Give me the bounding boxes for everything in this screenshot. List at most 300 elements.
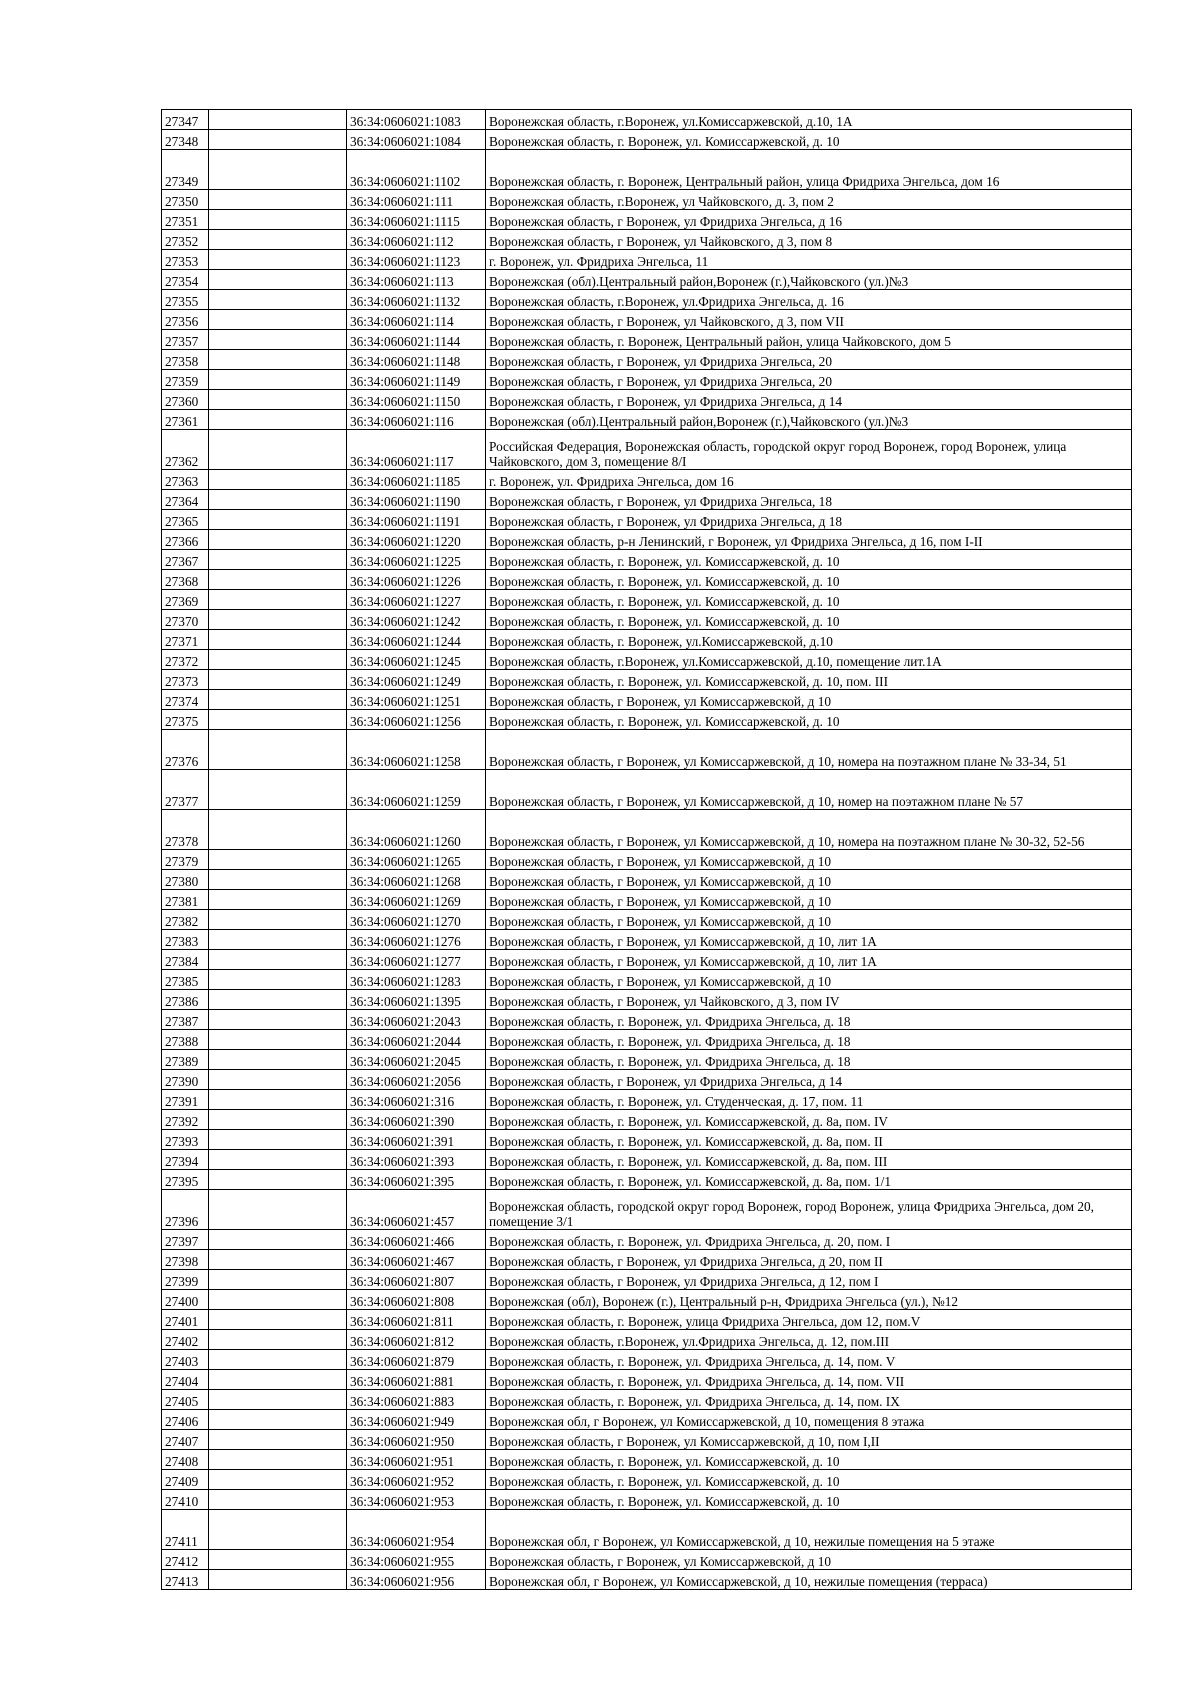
row-number-cell: 27347: [162, 110, 209, 130]
row-number-cell: 27397: [162, 1230, 209, 1250]
address-cell: Воронежская область, г. Воронеж, ул. Фридриха Энгельса, д. 20, пом. I: [486, 1230, 1132, 1250]
table-row: [162, 550, 1132, 570]
table-row: [162, 1410, 1132, 1430]
address-cell: Воронежская область, г Воронеж, ул Комиссаржевской, д 10, номера на поэтажном плане № 30-32, 52-56: [486, 810, 1132, 850]
address-cell: Воронежская область, г Воронеж, ул Комиссаржевской, д 10, лит 1А: [486, 950, 1132, 970]
table-row: [162, 190, 1132, 210]
cadastral-number-cell: 36:34:0606021:951: [347, 1450, 486, 1470]
empty-cell: [209, 430, 347, 470]
row-number-cell: 27402: [162, 1330, 209, 1350]
address-cell: Воронежская область, г Воронеж, ул Комиссаржевской, д 10, лит 1А: [486, 930, 1132, 950]
address-cell: Воронежская область, г. Воронеж, ул. Комиссаржевской, д. 10: [486, 1490, 1132, 1510]
empty-cell: [209, 890, 347, 910]
table-row: [162, 1370, 1132, 1390]
row-number-cell: 27367: [162, 550, 209, 570]
empty-cell: [209, 1250, 347, 1270]
row-number-cell: 27388: [162, 1030, 209, 1050]
address-cell: Воронежская область, г. Воронеж, ул. Фридриха Энгельса, д. 18: [486, 1030, 1132, 1050]
empty-cell: [209, 850, 347, 870]
address-cell: Воронежская область, г Воронеж, ул Комиссаржевской, д 10: [486, 910, 1132, 930]
address-cell: Воронежская область, г.Воронеж, ул.Комиссаржевской, д.10, 1А: [486, 110, 1132, 130]
table-row: [162, 1190, 1132, 1230]
row-number-cell: 27394: [162, 1150, 209, 1170]
table-row: [162, 1170, 1132, 1190]
address-cell: Воронежская область, г Воронеж, ул Комиссаржевской, д 10, пом I,II: [486, 1430, 1132, 1450]
row-number-cell: 27370: [162, 610, 209, 630]
empty-cell: [209, 530, 347, 550]
table-row: [162, 130, 1132, 150]
empty-cell: [209, 1370, 347, 1390]
address-cell: Воронежская область, г. Воронеж, ул. Комиссаржевской, д. 10: [486, 1450, 1132, 1470]
row-number-cell: 27375: [162, 710, 209, 730]
empty-cell: [209, 390, 347, 410]
row-number-cell: 27358: [162, 350, 209, 370]
table-row: [162, 150, 1132, 190]
empty-cell: [209, 1570, 347, 1590]
table-row: [162, 610, 1132, 630]
table-row: [162, 1570, 1132, 1590]
empty-cell: [209, 590, 347, 610]
table-row: [162, 990, 1132, 1010]
cadastral-number-cell: 36:34:0606021:2045: [347, 1050, 486, 1070]
table-row: [162, 1070, 1132, 1090]
cadastral-number-cell: 36:34:0606021:954: [347, 1510, 486, 1550]
empty-cell: [209, 130, 347, 150]
cadastral-number-cell: 36:34:0606021:811: [347, 1310, 486, 1330]
cadastral-number-cell: 36:34:0606021:1220: [347, 530, 486, 550]
address-cell: Воронежская область, г Воронеж, ул Фридриха Энгельса, 20: [486, 350, 1132, 370]
empty-cell: [209, 230, 347, 250]
table-row: [162, 1550, 1132, 1570]
empty-cell: [209, 1010, 347, 1030]
address-cell: Воронежская (обл).Центральный район,Воронеж (г.),Чайковского (ул.)№3: [486, 270, 1132, 290]
row-number-cell: 27386: [162, 990, 209, 1010]
row-number-cell: 27384: [162, 950, 209, 970]
cadastral-number-cell: 36:34:0606021:1251: [347, 690, 486, 710]
empty-cell: [209, 1070, 347, 1090]
address-cell: Воронежская область, г Воронеж, ул Чайковского, д 3, пом VII: [486, 310, 1132, 330]
row-number-cell: 27364: [162, 490, 209, 510]
row-number-cell: 27350: [162, 190, 209, 210]
table-row: [162, 730, 1132, 770]
cadastral-number-cell: 36:34:0606021:1083: [347, 110, 486, 130]
registry-table: [161, 109, 1132, 1590]
cadastral-number-cell: 36:34:0606021:466: [347, 1230, 486, 1250]
row-number-cell: 27401: [162, 1310, 209, 1330]
address-cell: Воронежская область, г. Воронеж, ул. Комиссаржевской, д. 10: [486, 550, 1132, 570]
table-row: [162, 1110, 1132, 1130]
row-number-cell: 27399: [162, 1270, 209, 1290]
cadastral-number-cell: 36:34:0606021:881: [347, 1370, 486, 1390]
address-cell: Воронежская область, г.Воронеж, ул.Комиссаржевской, д.10, помещение лит.1А: [486, 650, 1132, 670]
table-row: [162, 1050, 1132, 1070]
address-cell: Воронежская область, г Воронеж, ул Фридриха Энгельса, д 16: [486, 210, 1132, 230]
row-number-cell: 27404: [162, 1370, 209, 1390]
cadastral-number-cell: 36:34:0606021:1242: [347, 610, 486, 630]
row-number-cell: 27377: [162, 770, 209, 810]
row-number-cell: 27403: [162, 1350, 209, 1370]
cadastral-number-cell: 36:34:0606021:1132: [347, 290, 486, 310]
empty-cell: [209, 1390, 347, 1410]
address-cell: Воронежская область, г Воронеж, ул Фридриха Энгельса, 20: [486, 370, 1132, 390]
cadastral-number-cell: 36:34:0606021:883: [347, 1390, 486, 1410]
address-cell: Воронежская область, г.Воронеж, ул.Фридриха Энгельса, д. 12, пом.III: [486, 1330, 1132, 1350]
cadastral-number-cell: 36:34:0606021:1190: [347, 490, 486, 510]
cadastral-number-cell: 36:34:0606021:1277: [347, 950, 486, 970]
row-number-cell: 27368: [162, 570, 209, 590]
table-row: [162, 1010, 1132, 1030]
cadastral-number-cell: 36:34:0606021:393: [347, 1150, 486, 1170]
address-cell: Воронежская область, г. Воронеж, ул. Комиссаржевской, д. 10, пом. III: [486, 670, 1132, 690]
address-cell: Воронежская область, г. Воронеж, ул. Комиссаржевской, д. 8а, пом. III: [486, 1150, 1132, 1170]
row-number-cell: 27374: [162, 690, 209, 710]
row-number-cell: 27400: [162, 1290, 209, 1310]
table-row: [162, 1230, 1132, 1250]
address-cell: г. Воронеж, ул. Фридриха Энгельса, 11: [486, 250, 1132, 270]
table-row: [162, 1510, 1132, 1550]
cadastral-number-cell: 36:34:0606021:1149: [347, 370, 486, 390]
table-row: [162, 1130, 1132, 1150]
cadastral-number-cell: 36:34:0606021:111: [347, 190, 486, 210]
address-cell: Воронежская область, г. Воронеж, ул. Комиссаржевской, д. 10: [486, 130, 1132, 150]
address-cell: Воронежская обл, г Воронеж, ул Комиссаржевской, д 10, помещения 8 этажа: [486, 1410, 1132, 1430]
address-cell: Воронежская область, г Воронеж, ул Фридриха Энгельса, 18: [486, 490, 1132, 510]
address-cell: Воронежская область, г. Воронеж, ул. Комиссаржевской, д. 10: [486, 710, 1132, 730]
row-number-cell: 27413: [162, 1570, 209, 1590]
cadastral-number-cell: 36:34:0606021:1256: [347, 710, 486, 730]
empty-cell: [209, 950, 347, 970]
address-cell: Воронежская область, р-н Ленинский, г Воронеж, ул Фридриха Энгельса, д 16, пом I-II: [486, 530, 1132, 550]
cadastral-number-cell: 36:34:0606021:949: [347, 1410, 486, 1430]
address-cell: Воронежская область, г. Воронеж, ул.Комиссаржевской, д.10: [486, 630, 1132, 650]
row-number-cell: 27372: [162, 650, 209, 670]
table-row: [162, 310, 1132, 330]
cadastral-number-cell: 36:34:0606021:1283: [347, 970, 486, 990]
address-cell: Российская Федерация, Воронежская область, городской округ город Воронеж, город Воронеж, улица Чайковского, дом 3, помещение 8/I: [486, 430, 1132, 470]
cadastral-number-cell: 36:34:0606021:1269: [347, 890, 486, 910]
empty-cell: [209, 250, 347, 270]
row-number-cell: 27376: [162, 730, 209, 770]
table-row: [162, 510, 1132, 530]
empty-cell: [209, 1310, 347, 1330]
table-row: [162, 330, 1132, 350]
empty-cell: [209, 1170, 347, 1190]
cadastral-number-cell: 36:34:0606021:316: [347, 1090, 486, 1110]
row-number-cell: 27381: [162, 890, 209, 910]
row-number-cell: 27407: [162, 1430, 209, 1450]
cadastral-number-cell: 36:34:0606021:950: [347, 1430, 486, 1450]
table-row: [162, 1450, 1132, 1470]
table-row: [162, 710, 1132, 730]
address-cell: Воронежская область, г Воронеж, ул Фридриха Энгельса, д 14: [486, 390, 1132, 410]
table-row: [162, 430, 1132, 470]
address-cell: Воронежская область, г Воронеж, ул Фридриха Энгельса, д 18: [486, 510, 1132, 530]
empty-cell: [209, 1550, 347, 1570]
empty-cell: [209, 610, 347, 630]
address-cell: Воронежская область, г Воронеж, ул Комиссаржевской, д 10: [486, 690, 1132, 710]
row-number-cell: 27378: [162, 810, 209, 850]
row-number-cell: 27380: [162, 870, 209, 890]
table-row: [162, 910, 1132, 930]
address-cell: Воронежская область, г Воронеж, ул Комиссаржевской, д 10: [486, 890, 1132, 910]
empty-cell: [209, 1510, 347, 1550]
table-row: [162, 530, 1132, 550]
row-number-cell: 27369: [162, 590, 209, 610]
row-number-cell: 27412: [162, 1550, 209, 1570]
empty-cell: [209, 670, 347, 690]
address-cell: Воронежская область, г. Воронеж, ул. Фридриха Энгельса, д. 14, пом. V: [486, 1350, 1132, 1370]
empty-cell: [209, 650, 347, 670]
address-cell: Воронежская обл, г Воронеж, ул Комиссаржевской, д 10, нежилые помещения на 5 этаже: [486, 1510, 1132, 1550]
empty-cell: [209, 1470, 347, 1490]
table-row: [162, 850, 1132, 870]
address-cell: Воронежская область, г. Воронеж, ул. Комиссаржевской, д. 8а, пом. 1/1: [486, 1170, 1132, 1190]
table-row: [162, 210, 1132, 230]
table-row: [162, 1330, 1132, 1350]
cadastral-number-cell: 36:34:0606021:1268: [347, 870, 486, 890]
table-row: [162, 1150, 1132, 1170]
empty-cell: [209, 1190, 347, 1230]
address-cell: Воронежская область, г Воронеж, ул Комиссаржевской, д 10, номер на поэтажном плане № 57: [486, 770, 1132, 810]
empty-cell: [209, 970, 347, 990]
empty-cell: [209, 330, 347, 350]
address-cell: Воронежская область, г. Воронеж, ул. Фридриха Энгельса, д. 14, пом. VII: [486, 1370, 1132, 1390]
address-cell: Воронежская область, г Воронеж, ул Чайковского, д 3, пом IV: [486, 990, 1132, 1010]
empty-cell: [209, 1110, 347, 1130]
address-cell: Воронежская область, г Воронеж, ул Комиссаржевской, д 10: [486, 970, 1132, 990]
empty-cell: [209, 870, 347, 890]
address-cell: Воронежская область, г Воронеж, ул Фридриха Энгельса, д 12, пом I: [486, 1270, 1132, 1290]
row-number-cell: 27352: [162, 230, 209, 250]
row-number-cell: 27411: [162, 1510, 209, 1550]
cadastral-number-cell: 36:34:0606021:1226: [347, 570, 486, 590]
row-number-cell: 27359: [162, 370, 209, 390]
row-number-cell: 27363: [162, 470, 209, 490]
address-cell: Воронежская область, г.Воронеж, ул.Фридриха Энгельса, д. 16: [486, 290, 1132, 310]
row-number-cell: 27382: [162, 910, 209, 930]
table-row: [162, 1030, 1132, 1050]
cadastral-number-cell: 36:34:0606021:1123: [347, 250, 486, 270]
address-cell: Воронежская область, г. Воронеж, Центральный район, улица Фридриха Энгельса, дом 16: [486, 150, 1132, 190]
row-number-cell: 27393: [162, 1130, 209, 1150]
address-cell: Воронежская область, г.Воронеж, ул Чайковского, д. 3, пом 2: [486, 190, 1132, 210]
address-cell: Воронежская область, г. Воронеж, улица Фридриха Энгельса, дом 12, пом.V: [486, 1310, 1132, 1330]
address-cell: Воронежская область, г. Воронеж, ул. Фридриха Энгельса, д. 18: [486, 1050, 1132, 1070]
empty-cell: [209, 110, 347, 130]
empty-cell: [209, 570, 347, 590]
empty-cell: [209, 1050, 347, 1070]
empty-cell: [209, 270, 347, 290]
row-number-cell: 27387: [162, 1010, 209, 1030]
table-row: [162, 470, 1132, 490]
cadastral-number-cell: 36:34:0606021:1276: [347, 930, 486, 950]
cadastral-number-cell: 36:34:0606021:953: [347, 1490, 486, 1510]
address-cell: Воронежская область, г. Воронеж, ул. Комиссаржевской, д. 8а, пом. IV: [486, 1110, 1132, 1130]
empty-cell: [209, 490, 347, 510]
table-row: [162, 1490, 1132, 1510]
empty-cell: [209, 1450, 347, 1470]
cadastral-number-cell: 36:34:0606021:1227: [347, 590, 486, 610]
address-cell: Воронежская область, г. Воронеж, ул. Комиссаржевской, д. 10: [486, 610, 1132, 630]
address-cell: Воронежская область, г Воронеж, ул Комиссаржевской, д 10, номера на поэтажном плане № 33-34, 51: [486, 730, 1132, 770]
row-number-cell: 27349: [162, 150, 209, 190]
cadastral-number-cell: 36:34:0606021:812: [347, 1330, 486, 1350]
row-number-cell: 27396: [162, 1190, 209, 1230]
cadastral-number-cell: 36:34:0606021:1245: [347, 650, 486, 670]
empty-cell: [209, 1430, 347, 1450]
row-number-cell: 27373: [162, 670, 209, 690]
row-number-cell: 27348: [162, 130, 209, 150]
cadastral-number-cell: 36:34:0606021:113: [347, 270, 486, 290]
cadastral-number-cell: 36:34:0606021:1191: [347, 510, 486, 530]
empty-cell: [209, 190, 347, 210]
empty-cell: [209, 1090, 347, 1110]
table-row: [162, 690, 1132, 710]
table-row: [162, 1390, 1132, 1410]
address-cell: Воронежская область, городской округ город Воронеж, город Воронеж, улица Фридриха Энгельса, дом 20, помещение 3/1: [486, 1190, 1132, 1230]
row-number-cell: 27395: [162, 1170, 209, 1190]
table-row: [162, 770, 1132, 810]
cadastral-number-cell: 36:34:0606021:879: [347, 1350, 486, 1370]
row-number-cell: 27385: [162, 970, 209, 990]
cadastral-number-cell: 36:34:0606021:1260: [347, 810, 486, 850]
cadastral-number-cell: 36:34:0606021:117: [347, 430, 486, 470]
empty-cell: [209, 1350, 347, 1370]
empty-cell: [209, 410, 347, 430]
empty-cell: [209, 550, 347, 570]
row-number-cell: 27408: [162, 1450, 209, 1470]
cadastral-number-cell: 36:34:0606021:467: [347, 1250, 486, 1270]
empty-cell: [209, 310, 347, 330]
cadastral-number-cell: 36:34:0606021:391: [347, 1130, 486, 1150]
cadastral-number-cell: 36:34:0606021:2056: [347, 1070, 486, 1090]
empty-cell: [209, 1290, 347, 1310]
cadastral-number-cell: 36:34:0606021:390: [347, 1110, 486, 1130]
table-row: [162, 370, 1132, 390]
address-cell: Воронежская область, г Воронеж, ул Фридриха Энгельса, д 14: [486, 1070, 1132, 1090]
empty-cell: [209, 1270, 347, 1290]
row-number-cell: 27356: [162, 310, 209, 330]
empty-cell: [209, 1490, 347, 1510]
address-cell: г. Воронеж, ул. Фридриха Энгельса, дом 16: [486, 470, 1132, 490]
address-cell: Воронежская (обл), Воронеж (г.), Центральный р-н, Фридриха Энгельса (ул.), №12: [486, 1290, 1132, 1310]
table-row: [162, 1270, 1132, 1290]
address-cell: Воронежская область, г Воронеж, ул Комиссаржевской, д 10: [486, 850, 1132, 870]
empty-cell: [209, 210, 347, 230]
cadastral-number-cell: 36:34:0606021:808: [347, 1290, 486, 1310]
cadastral-number-cell: 36:34:0606021:457: [347, 1190, 486, 1230]
table-row: [162, 1350, 1132, 1370]
empty-cell: [209, 1130, 347, 1150]
empty-cell: [209, 290, 347, 310]
cadastral-number-cell: 36:34:0606021:1144: [347, 330, 486, 350]
table-row: [162, 1290, 1132, 1310]
table-row: [162, 570, 1132, 590]
row-number-cell: 27371: [162, 630, 209, 650]
row-number-cell: 27354: [162, 270, 209, 290]
address-cell: Воронежская область, г. Воронеж, ул. Комиссаржевской, д. 10: [486, 570, 1132, 590]
row-number-cell: 27351: [162, 210, 209, 230]
cadastral-number-cell: 36:34:0606021:116: [347, 410, 486, 430]
row-number-cell: 27398: [162, 1250, 209, 1270]
empty-cell: [209, 810, 347, 850]
table-row: [162, 810, 1132, 850]
table-row: [162, 490, 1132, 510]
row-number-cell: 27405: [162, 1390, 209, 1410]
cadastral-number-cell: 36:34:0606021:1259: [347, 770, 486, 810]
row-number-cell: 27389: [162, 1050, 209, 1070]
table-row: [162, 1310, 1132, 1330]
cadastral-number-cell: 36:34:0606021:1150: [347, 390, 486, 410]
table-row: [162, 270, 1132, 290]
row-number-cell: 27353: [162, 250, 209, 270]
cadastral-number-cell: 36:34:0606021:807: [347, 1270, 486, 1290]
table-row: [162, 1470, 1132, 1490]
row-number-cell: 27357: [162, 330, 209, 350]
table-row: [162, 250, 1132, 270]
row-number-cell: 27391: [162, 1090, 209, 1110]
cadastral-number-cell: 36:34:0606021:1225: [347, 550, 486, 570]
table-row: [162, 110, 1132, 130]
address-cell: Воронежская область, г Воронеж, ул Фридриха Энгельса, д 20, пом II: [486, 1250, 1132, 1270]
row-number-cell: 27406: [162, 1410, 209, 1430]
empty-cell: [209, 990, 347, 1010]
empty-cell: [209, 1410, 347, 1430]
table-row: [162, 930, 1132, 950]
address-cell: Воронежская область, г. Воронеж, ул. Студенческая, д. 17, пом. 11: [486, 1090, 1132, 1110]
address-cell: Воронежская область, г Воронеж, ул Комиссаржевской, д 10: [486, 870, 1132, 890]
empty-cell: [209, 630, 347, 650]
empty-cell: [209, 910, 347, 930]
row-number-cell: 27361: [162, 410, 209, 430]
table-row: [162, 390, 1132, 410]
row-number-cell: 27392: [162, 1110, 209, 1130]
table-row: [162, 650, 1132, 670]
cadastral-number-cell: 36:34:0606021:1258: [347, 730, 486, 770]
address-cell: Воронежская область, г. Воронеж, ул. Фридриха Энгельса, д. 18: [486, 1010, 1132, 1030]
cadastral-number-cell: 36:34:0606021:2044: [347, 1030, 486, 1050]
address-cell: Воронежская область, г Воронеж, ул Комиссаржевской, д 10: [486, 1550, 1132, 1570]
row-number-cell: 27366: [162, 530, 209, 550]
empty-cell: [209, 710, 347, 730]
cadastral-number-cell: 36:34:0606021:955: [347, 1550, 486, 1570]
cadastral-number-cell: 36:34:0606021:1244: [347, 630, 486, 650]
cadastral-number-cell: 36:34:0606021:952: [347, 1470, 486, 1490]
cadastral-number-cell: 36:34:0606021:1185: [347, 470, 486, 490]
table-row: [162, 590, 1132, 610]
cadastral-number-cell: 36:34:0606021:1115: [347, 210, 486, 230]
address-cell: Воронежская область, г. Воронеж, ул. Комиссаржевской, д. 10: [486, 1470, 1132, 1490]
empty-cell: [209, 1230, 347, 1250]
table-row: [162, 410, 1132, 430]
empty-cell: [209, 1330, 347, 1350]
empty-cell: [209, 730, 347, 770]
row-number-cell: 27379: [162, 850, 209, 870]
cadastral-number-cell: 36:34:0606021:1270: [347, 910, 486, 930]
cadastral-number-cell: 36:34:0606021:1265: [347, 850, 486, 870]
cadastral-number-cell: 36:34:0606021:112: [347, 230, 486, 250]
table-row: [162, 870, 1132, 890]
empty-cell: [209, 1030, 347, 1050]
empty-cell: [209, 930, 347, 950]
cadastral-number-cell: 36:34:0606021:1102: [347, 150, 486, 190]
registry-table-body: [162, 110, 1132, 1590]
table-row: [162, 630, 1132, 650]
table-row: [162, 950, 1132, 970]
table-row: [162, 970, 1132, 990]
address-cell: Воронежская область, г. Воронеж, ул. Комиссаржевской, д. 10: [486, 590, 1132, 610]
cadastral-number-cell: 36:34:0606021:114: [347, 310, 486, 330]
